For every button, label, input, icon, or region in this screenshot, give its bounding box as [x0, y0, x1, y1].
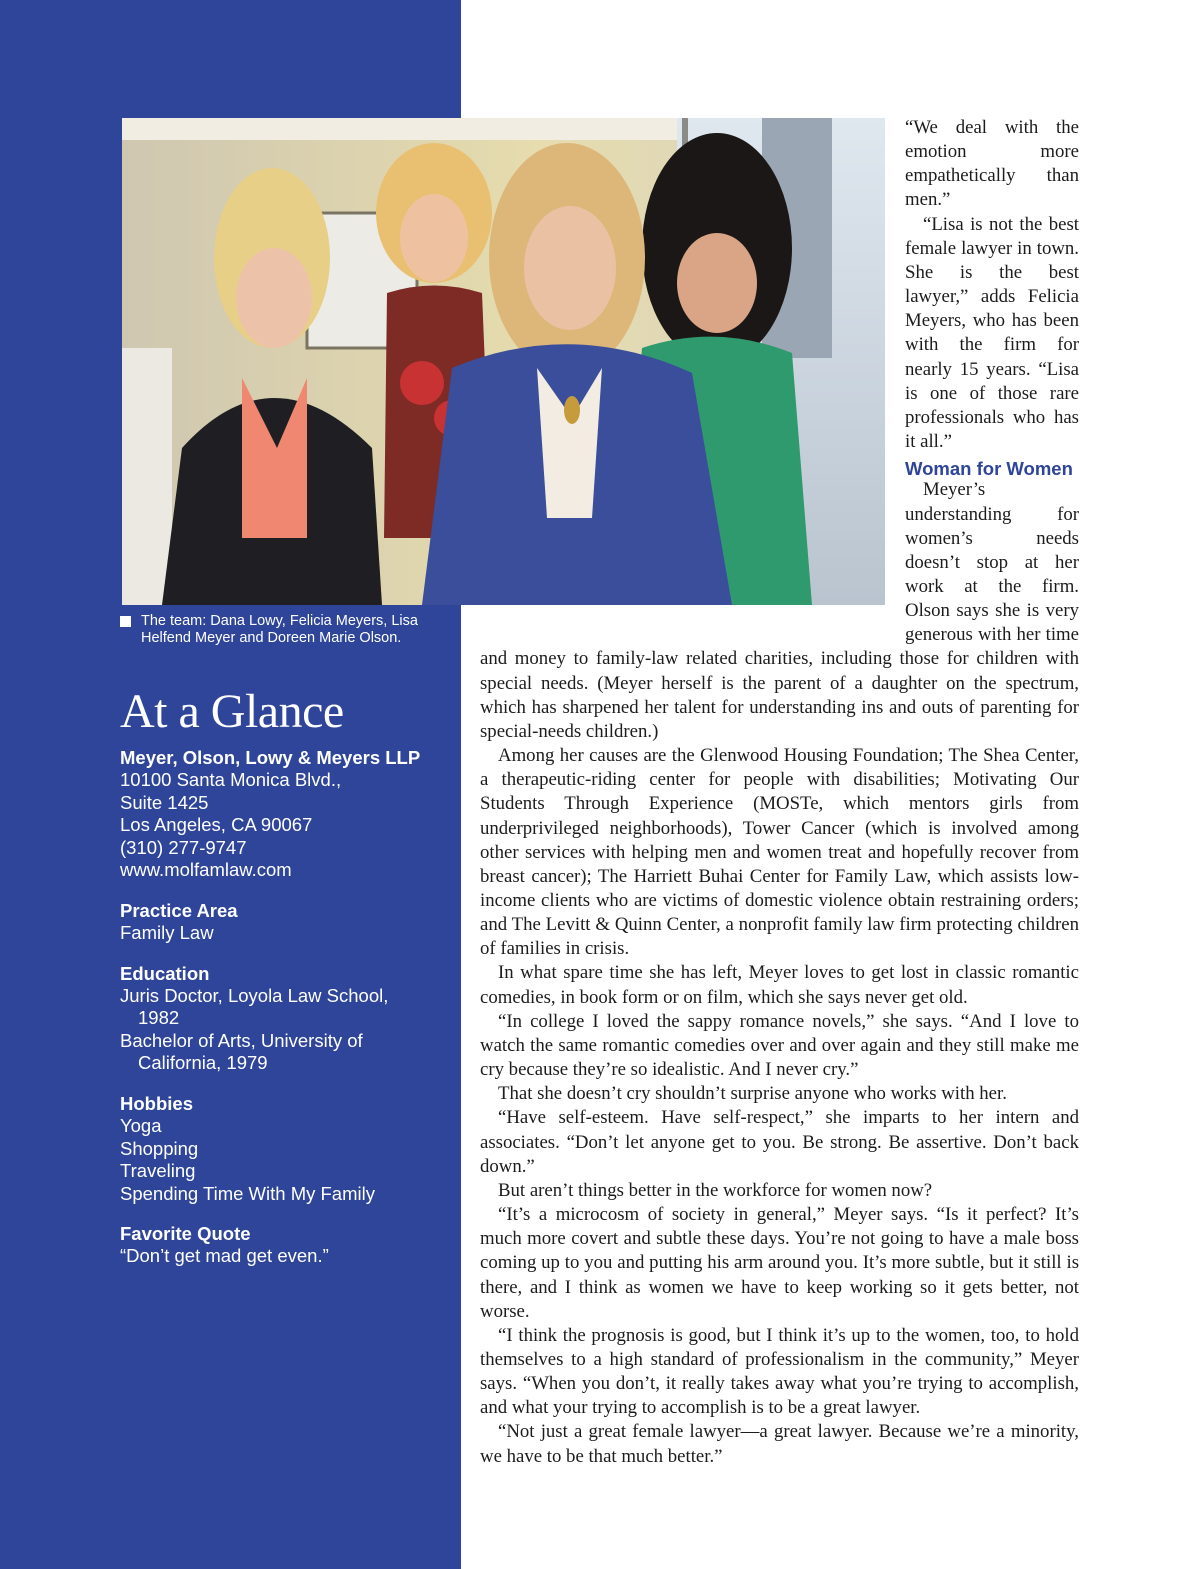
article-paragraph: That she doesn’t cry shouldn’t surprise anyone who works with her. [498, 1083, 1007, 1105]
caption-text: The team: Dana Lowy, Felicia Meyers, Lisa Helfend Meyer and Doreen Marie Olson. [141, 613, 418, 646]
article-paragraph: “In college I loved the sappy romance novels,” she says. “And I love to watch the same romantic comedies over and over again and they still make me cry because they’re so idealistic. And I never cry.” [480, 1010, 1079, 1081]
photo-wrap-spacer [480, 116, 905, 642]
favorite-quote-text: “Don’t get mad get even.” [120, 1245, 329, 1267]
article-paragraph: “We deal with the emotion more empathetically than men.” [905, 117, 1079, 211]
article-paragraph: “Lisa is not the best female lawyer in town. She is the best lawyer,” adds Felicia Meyers, who has been with the firm for nearly 15 years. “Lisa is one of those rare professionals who has it all.” [905, 213, 1079, 453]
firm-name: Meyer, Olson, Lowy & Meyers LLP [120, 747, 421, 768]
article-paragraph: Among her causes are the Glenwood Housing Foundation; The Shea Center, a therapeutic-riding center for people with disabilities; Motivating Our Students Through Experience (MOSTe, which mentors girls from underprivileged neighborhoods), Tower Cancer (which is involved among other services with helping men and women treat and hopefully recover from breast cancer); The Harriett Buhai Center for Family Law, which assists low-income clients who are victims of domestic violence obtain restraining orders; and The Levitt & Quinn Center, a nonprofit family law firm protecting children of families in crisis. [480, 745, 1079, 960]
firm-contact-section [120, 746, 450, 882]
address-line: 10100 Santa Monica Blvd., [120, 769, 342, 790]
article-paragraph: “I think the prognosis is good, but I think it’s up to the women, too, to hold themselves to a high standard of professionalism in the community,” Meyer says. “When you don’t, it really takes away what you’re trying to accomplish, and what your trying to accomplish is to be a great lawyer. [480, 1324, 1079, 1419]
education-item: Juris Doctor, Loyola Law School, [120, 984, 389, 1006]
address-line: Suite 1425 [120, 791, 209, 813]
education-heading: Education [120, 962, 210, 984]
hobby-item: Spending Time With My Family [120, 1182, 375, 1204]
photo-caption [120, 613, 450, 647]
article-paragraph: But aren’t things better in the workforce for women now? [498, 1179, 933, 1201]
education-item: Bachelor of Arts, University of [120, 1029, 363, 1051]
hobbies-section [120, 1092, 450, 1205]
phone-number: (310) 277-9747 [120, 836, 247, 858]
education-item-year: California, 1979 [138, 1052, 268, 1074]
favorite-quote-section [120, 1222, 450, 1268]
article-paragraph: “Have self-esteem. Have self-respect,” she imparts to her intern and associates. “Don’t let anyone get to you. Be strong. Be assertive. Don’t back down.” [480, 1107, 1079, 1177]
caption-bullet-icon [120, 616, 131, 627]
section-subheading: Woman for Women [905, 458, 1073, 480]
hobby-item: Traveling [120, 1160, 196, 1182]
practice-area-heading: Practice Area [120, 899, 238, 921]
article-paragraph: Meyer’s understanding for women’s needs doesn’t stop at her work at the firm. Olson says she is very generous with her time and money to family-law related charities, including those for children with special needs. (Meyer herself is the parent of a daughter on the spectrum, which has sharpened her talent for understanding ins and outs of parenting for special-needs children.) [480, 479, 1079, 742]
education-section [120, 962, 450, 1075]
education-item-year: 1982 [138, 1007, 180, 1029]
hobby-item: Shopping [120, 1137, 199, 1159]
glance-title: At a Glance [120, 685, 344, 738]
practice-area-section [120, 899, 450, 945]
hobby-item: Yoga [120, 1114, 162, 1136]
address-line: Los Angeles, CA 90067 [120, 814, 313, 836]
hobbies-heading: Hobbies [120, 1092, 193, 1114]
at-a-glance-box [120, 684, 450, 1285]
article-paragraph: “It’s a microcosm of society in general,” Meyer says. “Is it perfect? It’s much more covert and subtle these days. You’re not going to have a male boss coming up to you and putting his arm around you. It’s more subtle, but it still is there, and I think as women we have to keep working so it gets better, not worse. [480, 1204, 1079, 1322]
favorite-quote-heading: Favorite Quote [120, 1223, 251, 1245]
article-body [480, 116, 1079, 1469]
website-link[interactable]: www.molfamlaw.com [120, 859, 292, 881]
article-paragraph: In what spare time she has left, Meyer loves to get lost in classic romantic comedies, in book form or on film, which she says never get old. [480, 962, 1079, 1008]
practice-area-value: Family Law [120, 921, 214, 943]
article-paragraph: “Not just a great female lawyer—a great lawyer. Because we’re a minority, we have to be that much better.” [480, 1421, 1079, 1467]
